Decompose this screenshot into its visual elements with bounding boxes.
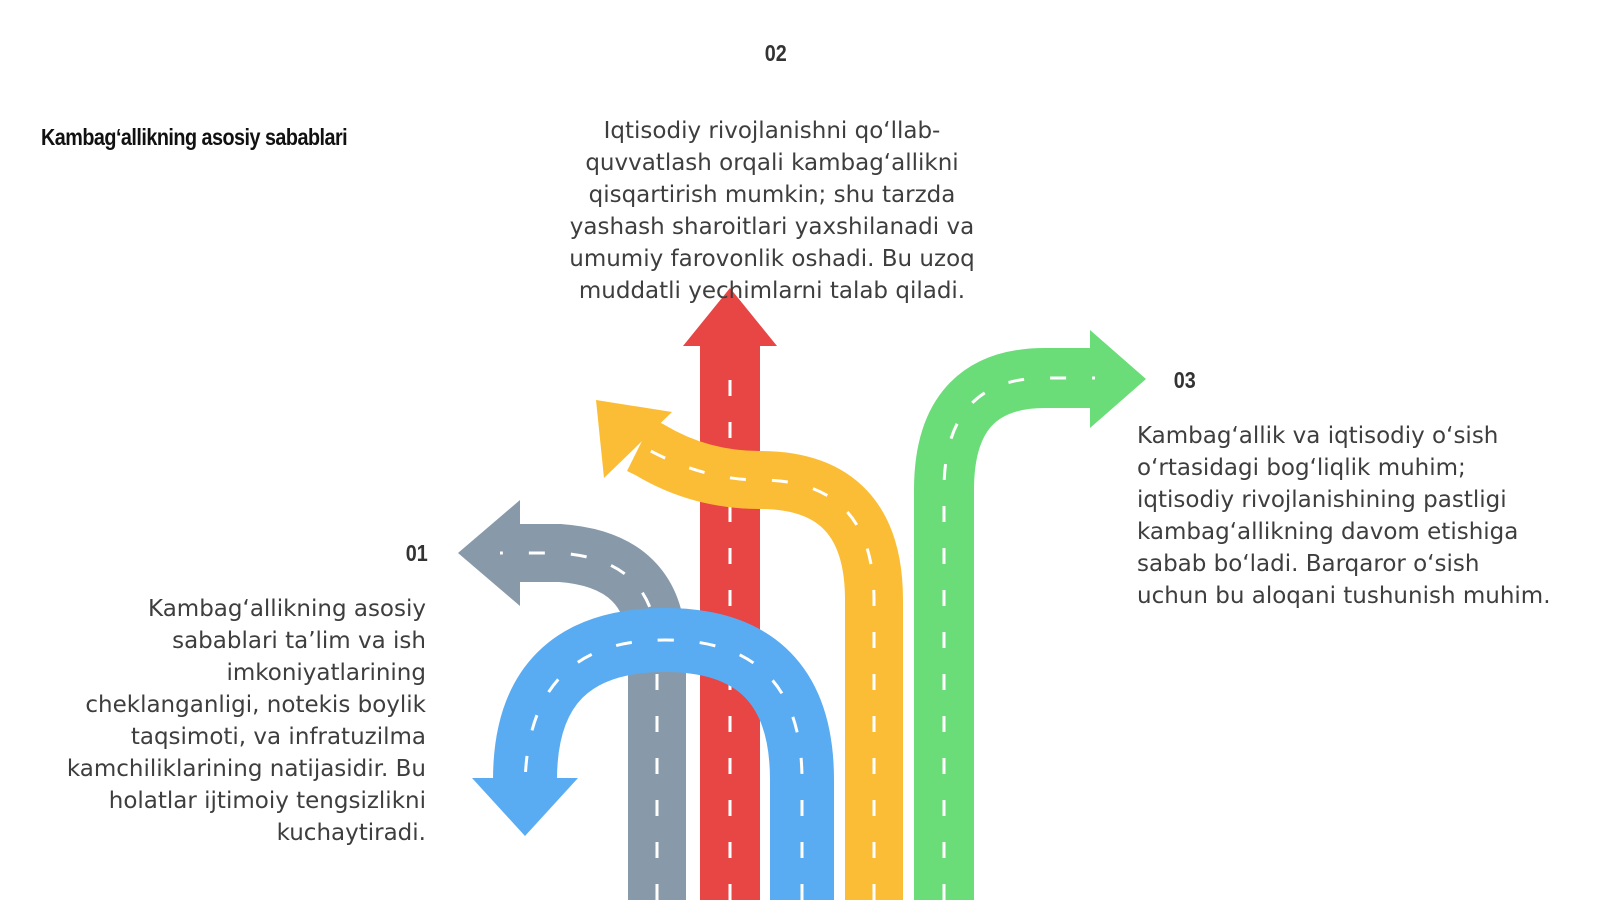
page-title: Kambag‘allikning asosiy sabablari: [41, 124, 348, 150]
step-number-01: 01: [405, 540, 428, 566]
step-description-03: Kambag‘allik va iqtisodiy o‘sish o‘rtasidagi bog‘liqlik muhim; iqtisodiy rivojlanishining pastligi kambag‘allikning davom etishiga sabab bo‘ladi. Barqaror o‘sish uchun bu aloqani tushunish muhim.: [1137, 423, 1551, 609]
green-road-arrow: [944, 330, 1146, 900]
step-description-02: Iqtisodiy rivojlanishni qo‘llab-quvvatlash orqali kambag‘allikni qisqartirish mumkin; shu tarzda yashash sharoitlari yaxshilanadi va umumiy farovonlik oshadi. Bu uzoq muddatli yechimlarni talab qiladi.: [569, 118, 975, 304]
step-number-02: 02: [764, 40, 787, 66]
step-number-03: 03: [1173, 367, 1196, 393]
step-description-01: Kambag‘allikning asosiy sabablari ta’lim va ish imkoniyatlarining cheklanganligi, notekis boylik taqsimoti, va infratuzilma kamchiliklarining natijasidir. Bu holatlar ijtimoiy tengsizlikni kuchaytiradi.: [66, 596, 426, 846]
red-road-arrow: [683, 288, 777, 900]
